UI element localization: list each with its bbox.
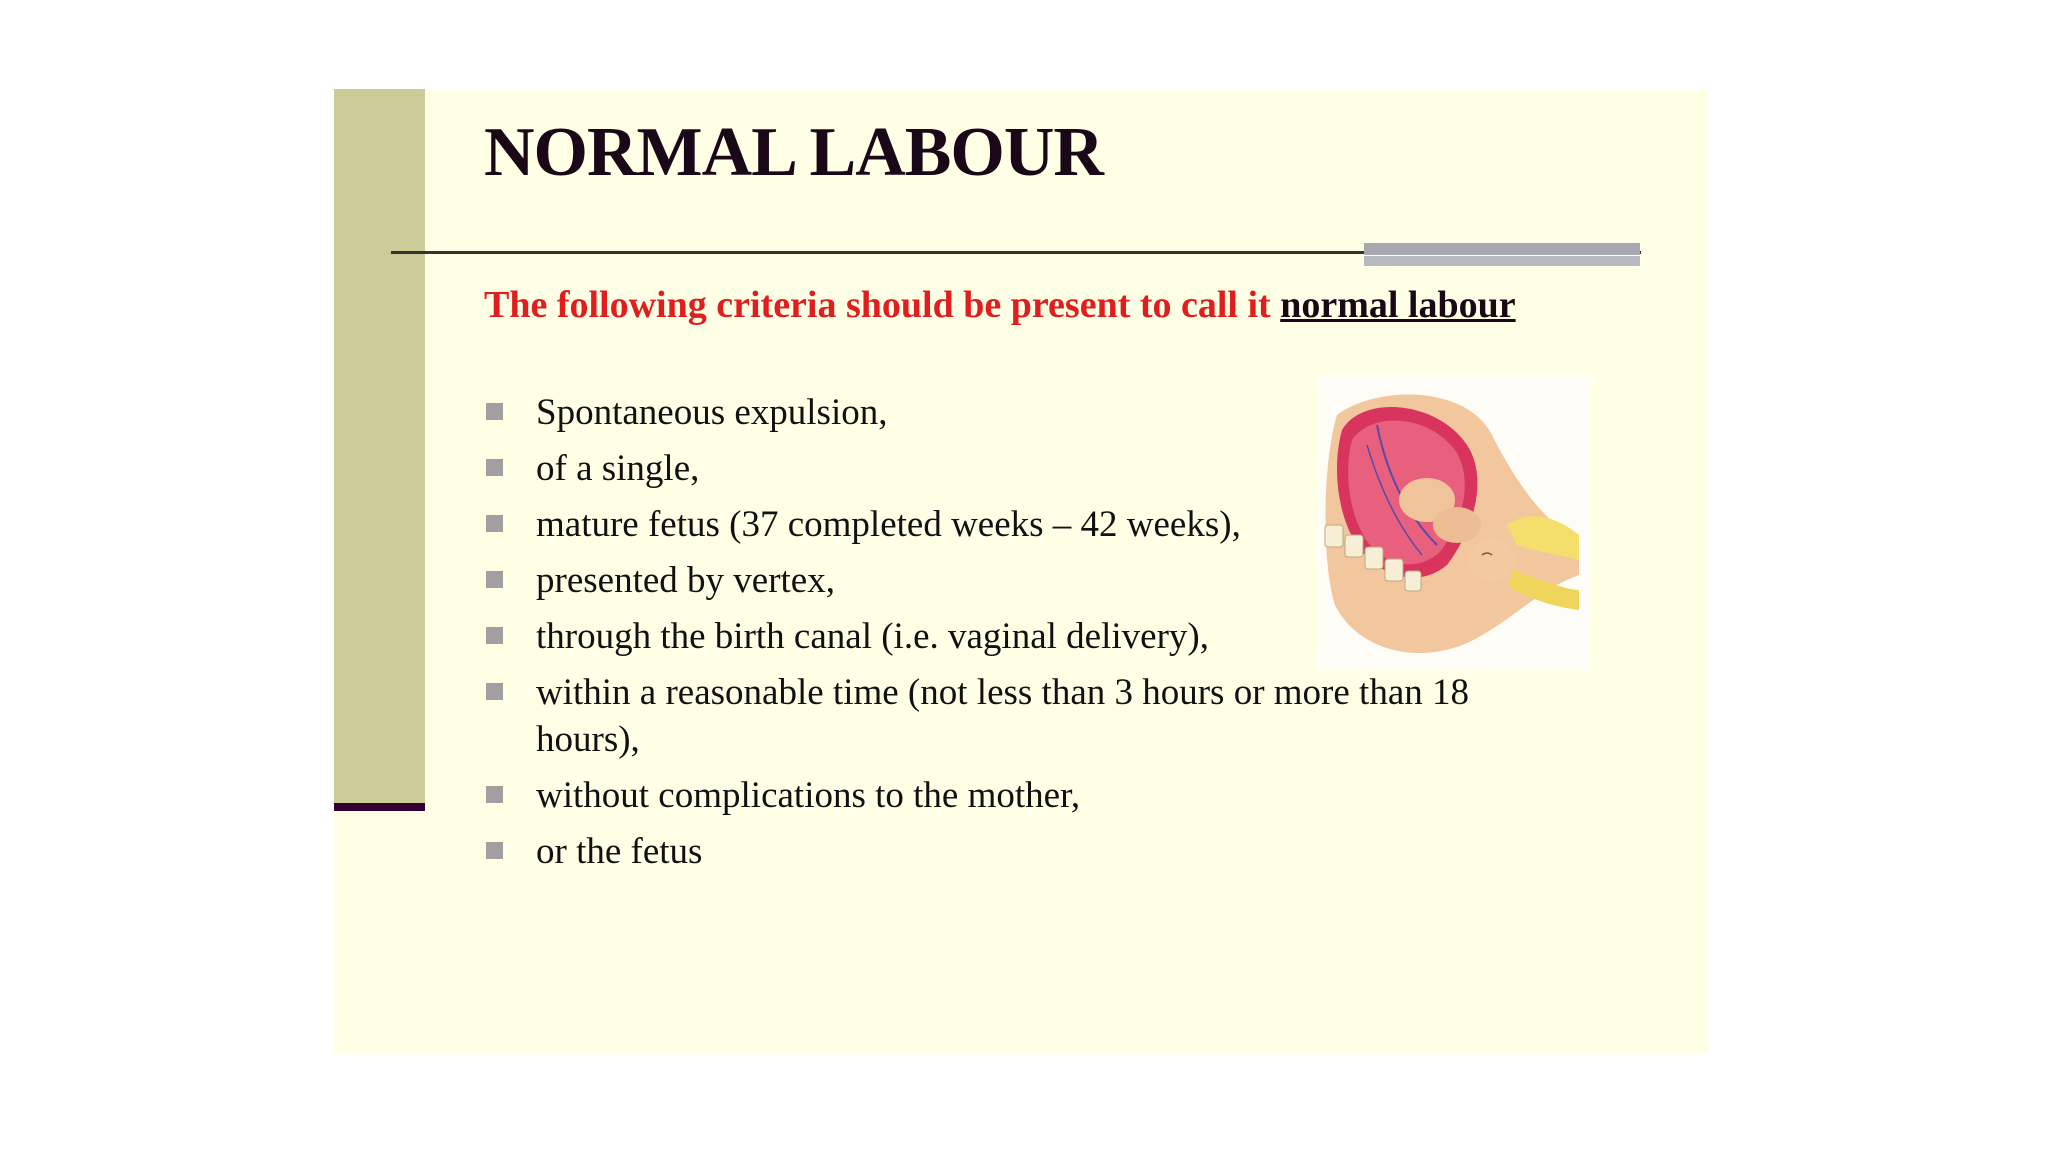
subtitle-lead: The following criteria should be present to call it bbox=[484, 284, 1281, 326]
square-bullet-icon bbox=[486, 515, 503, 532]
criteria-text: or the fetus bbox=[536, 831, 703, 872]
criteria-item bbox=[484, 669, 1536, 763]
subtitle-emphasis: normal labour bbox=[1280, 284, 1516, 326]
title-divider-accent bbox=[1364, 243, 1640, 255]
criteria-item bbox=[484, 772, 1436, 819]
criteria-text: Spontaneous expulsion, bbox=[536, 392, 888, 433]
criteria-item bbox=[484, 828, 1256, 875]
square-bullet-icon bbox=[486, 571, 503, 588]
square-bullet-icon bbox=[486, 459, 503, 476]
square-bullet-icon bbox=[486, 786, 503, 803]
childbirth-diagram-image bbox=[1317, 375, 1589, 669]
criteria-item bbox=[484, 445, 1256, 492]
slide-subtitle bbox=[484, 283, 1516, 327]
sidebar-accent-line bbox=[334, 803, 425, 811]
title-divider-accent-lower bbox=[1364, 256, 1640, 266]
square-bullet-icon bbox=[486, 627, 503, 644]
left-sidebar-bar bbox=[334, 89, 425, 807]
criteria-item bbox=[484, 501, 1336, 548]
criteria-text: of a single, bbox=[536, 448, 700, 489]
slide bbox=[334, 89, 1708, 1053]
criteria-item bbox=[484, 389, 1256, 436]
criteria-text: through the birth canal (i.e. vaginal delivery), bbox=[536, 616, 1209, 657]
criteria-text: within a reasonable time (not less than 3 hours or more than 18 hours), bbox=[536, 672, 1470, 760]
square-bullet-icon bbox=[486, 842, 503, 859]
square-bullet-icon bbox=[486, 403, 503, 420]
square-bullet-icon bbox=[486, 683, 503, 700]
criteria-text: mature fetus (37 completed weeks – 42 weeks), bbox=[536, 504, 1241, 545]
criteria-item bbox=[484, 557, 1256, 604]
criteria-item bbox=[484, 613, 1336, 660]
criteria-text: without complications to the mother, bbox=[536, 775, 1081, 816]
slide-title: NORMAL LABOUR bbox=[484, 114, 1103, 191]
criteria-text: presented by vertex, bbox=[536, 560, 835, 601]
